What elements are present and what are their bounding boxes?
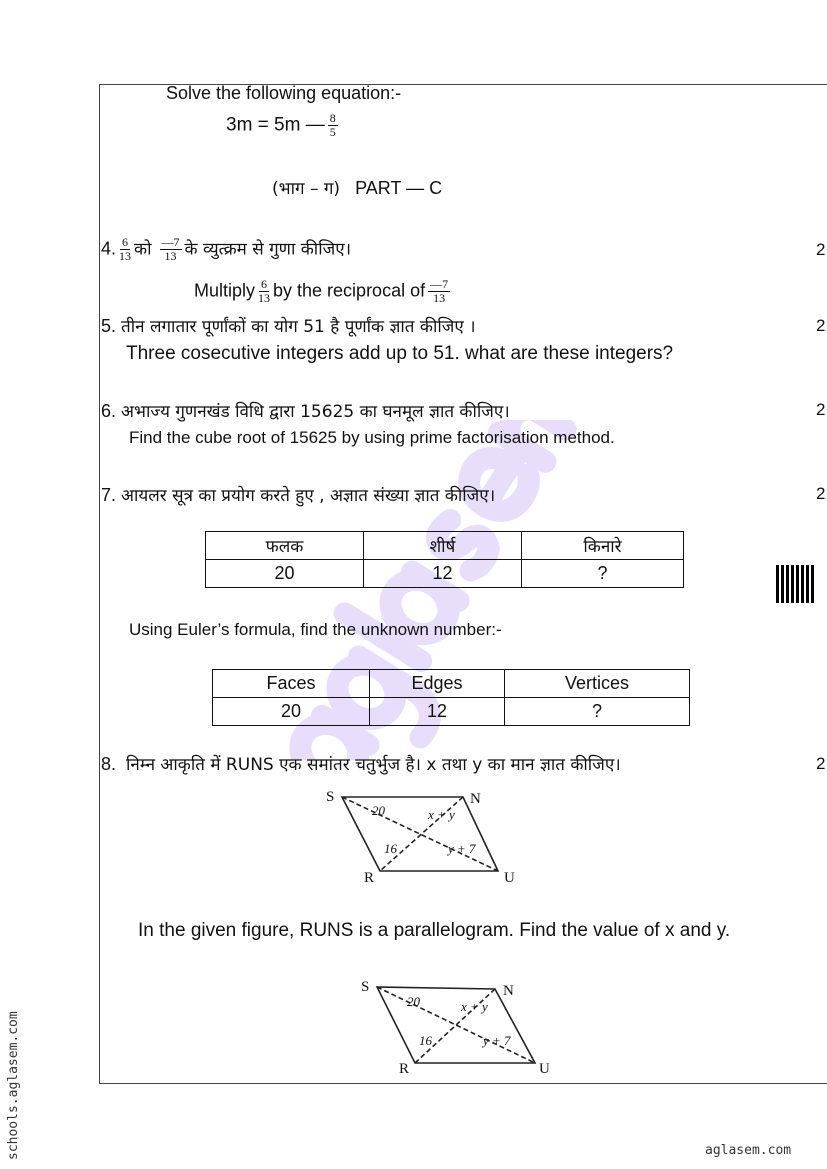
vertex-s: S [326, 789, 335, 805]
side-url: schools.aglasem.com [6, 1011, 21, 1160]
table-header: शीर्ष [364, 532, 522, 560]
table-cell: 20 [213, 698, 370, 726]
f2-num: —7 [161, 235, 180, 249]
label-x-plus-y: x + y [428, 807, 455, 822]
q8-hindi [101, 752, 621, 775]
q5-hindi-text: तीन लगातार पूर्णांकों का योग 51 है पूर्णांक ज्ञात कीजिए । [121, 317, 476, 337]
q6-num: 6. [101, 401, 117, 421]
q6-english: Find the cube root of 15625 by using prime factorisation method. [129, 428, 615, 447]
part-heading-english: PART — C [355, 178, 443, 198]
table-cell: ? [522, 560, 684, 588]
table-header: किनारे [522, 532, 684, 560]
vertex-u: U [504, 870, 515, 885]
label-x-plus-y: x + y [461, 999, 488, 1014]
table-header: Edges [370, 670, 505, 698]
q7-hindi-text: आयलर सूत्र का प्रयोग करते हुए , अज्ञात संख्या ज्ञात कीजिए। [121, 486, 496, 506]
frac-num: 8 [329, 111, 336, 125]
q4-en-b: by the reciprocal of [273, 280, 426, 301]
label-20: 20 [407, 994, 420, 1009]
table-row [206, 560, 684, 588]
table-cell: 20 [206, 560, 364, 588]
table-header: फलक [206, 532, 364, 560]
qr-code [776, 565, 814, 603]
vertex-n: N [503, 983, 514, 999]
label-y-plus-7: y + 7 [448, 841, 476, 856]
q5-num: 5. [101, 316, 117, 336]
q8-english: In the given figure, RUNS is a parallelogram. Find the value of x and y. [138, 920, 731, 941]
parallelogram-figure-2 [355, 975, 565, 1075]
q5-english: Three cosecutive integers add up to 51. what are these integers? [126, 343, 674, 364]
f2-num-en: —7 [430, 277, 449, 291]
q6-hindi [101, 399, 510, 422]
q6-hindi-text: अभाज्य गुणनखंड विधि द्वारा 15625 का घनमूल ज्ञात कीजिए। [121, 402, 510, 422]
label-16: 16 [419, 1033, 432, 1048]
q4-english [194, 278, 453, 305]
vertex-r: R [364, 870, 375, 885]
vertex-u: U [539, 1061, 550, 1075]
part-heading-hindi: (भाग – ग) [272, 179, 341, 199]
part-heading [272, 176, 442, 199]
q7-num: 7. [101, 485, 117, 505]
q5-marks: 2 [816, 316, 826, 335]
frac-den: 5 [329, 125, 336, 139]
q4-marks: 2 [816, 240, 826, 259]
vertex-r: R [399, 1061, 410, 1075]
vertex-n: N [470, 791, 481, 807]
footer-url: aglasem.com [705, 1143, 792, 1158]
diagonals [342, 797, 498, 871]
table-hindi [205, 531, 684, 588]
f2-den: 13 [164, 249, 177, 263]
q5-hindi [101, 314, 476, 337]
label-20: 20 [372, 803, 385, 818]
q8-hindi-text: निम्न आकृति में RUNS एक समांतर चतुर्भुज है। x तथा y का मान ज्ञात कीजिए। [126, 755, 621, 775]
table-header: Faces [213, 670, 370, 698]
table-cell: 12 [370, 698, 505, 726]
table-row [213, 670, 690, 698]
q8-num: 8. [101, 754, 117, 774]
f1-num: 6 [122, 235, 129, 249]
table-row [206, 532, 684, 560]
q4-num: 4. [101, 238, 117, 259]
label-y-plus-7: y + 7 [483, 1033, 511, 1048]
q4-hindi [101, 236, 351, 263]
q7-english: Using Euler’s formula, find the unknown number:- [129, 620, 502, 639]
instruction: Solve the following equation:- [166, 83, 402, 103]
vertex-s: S [361, 979, 370, 995]
label-16: 16 [384, 841, 397, 856]
equation [226, 112, 341, 139]
q4-hindi-a: को [134, 239, 152, 260]
f1-num-en: 6 [261, 277, 268, 291]
table-row [213, 698, 690, 726]
table-cell: ? [505, 698, 690, 726]
q6-marks: 2 [816, 400, 826, 419]
q7-hindi [101, 483, 495, 506]
table-english [212, 669, 690, 726]
parallelogram-figure-1 [320, 785, 530, 885]
f1-den: 13 [119, 249, 132, 263]
f2-den-en: 13 [433, 291, 446, 305]
equation-text: 3m = 5m — [226, 114, 325, 136]
q8-marks: 2 [816, 754, 826, 773]
table-cell: 12 [364, 560, 522, 588]
q4-en-a: Multiply [194, 280, 256, 301]
q4-hindi-b: के व्युत्क्रम से गुणा कीजिए। [184, 239, 352, 260]
f1-den-en: 13 [258, 291, 271, 305]
q7-marks: 2 [816, 484, 826, 503]
table-header: Vertices [505, 670, 690, 698]
